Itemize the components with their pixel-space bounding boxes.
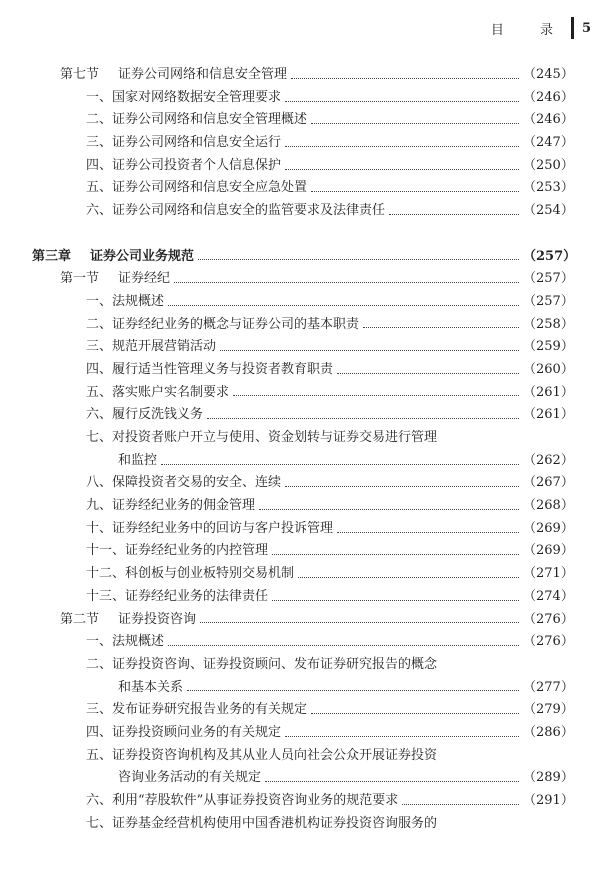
toc-entry-title: 证券投资咨询机构及其从业人员向社会公众开展证券投资 bbox=[112, 747, 438, 763]
toc-entry-section[interactable] bbox=[0, 64, 611, 87]
toc-entry-number: 五、 bbox=[86, 384, 113, 400]
toc-entry-title: 规范开展营销活动 bbox=[112, 339, 217, 355]
toc-entry-page: （289） bbox=[523, 770, 574, 786]
toc-entry-number: 二、 bbox=[86, 112, 113, 128]
toc-entry-number: 第七节 bbox=[60, 67, 100, 82]
toc-entry-page: （246） bbox=[523, 89, 574, 105]
toc-entry-item[interactable] bbox=[0, 518, 611, 541]
toc-entry-number: 七、 bbox=[86, 815, 113, 831]
toc-entry-number: 六、 bbox=[86, 793, 113, 808]
toc-entry-title: 证券公司网络和信息安全运行 bbox=[112, 135, 282, 151]
header-title: 目 录 bbox=[490, 22, 569, 38]
dot-leader bbox=[187, 690, 519, 691]
toc-entry-number: 六、 bbox=[86, 203, 113, 219]
toc-entry-title: 和基本关系 bbox=[118, 679, 184, 695]
toc-entry-title: 证券经纪业务中的回访与客户投诉管理 bbox=[112, 520, 334, 536]
dot-leader bbox=[265, 781, 519, 782]
toc-entry-section[interactable] bbox=[0, 268, 611, 291]
dot-leader bbox=[285, 169, 519, 170]
toc-entry-cont[interactable] bbox=[0, 677, 611, 700]
toc-entry-item[interactable] bbox=[0, 200, 611, 223]
toc-entry-title: 对投资者账户开立与使用、资金划转与证券交易进行管理 bbox=[112, 430, 438, 445]
dot-leader bbox=[285, 736, 519, 737]
toc-entry-item[interactable] bbox=[0, 540, 611, 563]
toc-entry-title: 证券经纪业务的概念与证券公司的基本职责 bbox=[112, 316, 360, 332]
dot-leader bbox=[198, 259, 519, 260]
toc-entry-title: 和监控 bbox=[118, 452, 158, 468]
dot-leader bbox=[337, 373, 519, 374]
toc-entry-item[interactable] bbox=[0, 745, 611, 768]
toc-entry-title: 证券公司网络和信息安全应急处置 bbox=[112, 180, 308, 196]
toc-entry-title: 证券公司投资者个人信息保护 bbox=[112, 157, 282, 173]
dot-leader bbox=[389, 214, 519, 215]
dot-leader bbox=[285, 101, 519, 102]
toc-entry-item[interactable] bbox=[0, 109, 611, 132]
toc-entry-title: 证券经纪业务的法律责任 bbox=[125, 588, 269, 604]
toc-entry-title: 咨询业务活动的有关规定 bbox=[118, 770, 262, 786]
toc-entry-page: （258） bbox=[523, 316, 574, 332]
toc-entry-page: （269） bbox=[523, 543, 574, 559]
toc-entry-item[interactable] bbox=[0, 472, 611, 495]
toc-entry-item[interactable] bbox=[0, 495, 611, 518]
toc-entry-title: 证券公司网络和信息安全管理概述 bbox=[112, 112, 308, 128]
header-divider bbox=[571, 17, 574, 39]
toc-entry-number: 十、 bbox=[86, 520, 113, 536]
dot-leader bbox=[311, 191, 519, 192]
toc-entry-page: （259） bbox=[523, 339, 574, 355]
toc-entry-title: 法规概述 bbox=[112, 634, 165, 650]
toc-entry-number: 二、 bbox=[86, 316, 113, 332]
toc-entry-cont[interactable] bbox=[0, 767, 611, 790]
dot-leader bbox=[272, 554, 519, 555]
dot-leader bbox=[298, 577, 519, 578]
toc-entry-number: 二、 bbox=[86, 656, 113, 672]
toc-entry-page: （276） bbox=[523, 611, 574, 627]
dot-leader bbox=[200, 622, 519, 623]
toc-entry-page: （286） bbox=[523, 724, 574, 740]
dot-leader bbox=[174, 282, 519, 283]
toc-entry-page: （274） bbox=[523, 588, 574, 604]
toc-entry-page: （277） bbox=[523, 679, 574, 695]
toc-entry-page: （271） bbox=[523, 566, 574, 582]
toc-entry-item[interactable] bbox=[0, 427, 611, 450]
toc-entry-number: 一、 bbox=[86, 293, 113, 309]
toc-entry-item[interactable] bbox=[0, 404, 611, 427]
toc-entry-number: 五、 bbox=[86, 180, 113, 196]
toc-entry-title: 发布证券研究报告业务的有关规定 bbox=[112, 702, 308, 718]
toc-entry-page: （279） bbox=[523, 702, 574, 718]
toc-entry-number: 三、 bbox=[86, 702, 113, 718]
toc-entry-item[interactable] bbox=[0, 155, 611, 178]
toc-entry-page: （291） bbox=[523, 793, 574, 808]
toc-entry-title: 证券基金经营机构使用中国香港机构证券投资咨询服务的 bbox=[112, 815, 438, 831]
toc-entry-title: 证券经纪业务的内控管理 bbox=[125, 543, 269, 559]
toc-entry-page: （276） bbox=[523, 634, 574, 650]
toc-entry-number: 一、 bbox=[86, 89, 113, 105]
toc-entry-number: 四、 bbox=[86, 724, 113, 740]
toc-entry-page: （253） bbox=[523, 180, 574, 196]
toc-entry-item[interactable] bbox=[0, 722, 611, 745]
toc-entry-page: （257） bbox=[523, 293, 574, 309]
dot-leader bbox=[161, 464, 519, 465]
toc-entry-title: 履行反洗钱义务 bbox=[112, 407, 204, 423]
toc-entry-item[interactable] bbox=[0, 631, 611, 654]
dot-leader bbox=[311, 123, 519, 124]
toc-entry-title: 证券投资咨询 bbox=[118, 611, 197, 627]
toc-entry-item[interactable] bbox=[0, 654, 611, 677]
toc-entry-page: （260） bbox=[523, 361, 574, 377]
toc-entry-title: 利用“荐股软件”从事证券投资咨询业务的规范要求 bbox=[112, 793, 399, 808]
dot-leader bbox=[272, 600, 519, 601]
toc-entry-number: 第一节 bbox=[60, 271, 100, 287]
toc-entry-item[interactable] bbox=[0, 359, 611, 382]
toc-entry-number: 第二节 bbox=[60, 611, 100, 627]
dot-leader bbox=[402, 804, 519, 805]
toc-entry-title: 落实账户实名制要求 bbox=[112, 384, 230, 400]
toc-spacer bbox=[0, 223, 611, 246]
dot-leader bbox=[337, 532, 519, 533]
dot-leader bbox=[291, 78, 519, 79]
toc-entry-cont[interactable] bbox=[0, 450, 611, 473]
dot-leader bbox=[207, 418, 519, 419]
toc-entry-title: 履行适当性管理义务与投资者教育职责 bbox=[112, 361, 334, 377]
dot-leader bbox=[220, 350, 519, 351]
toc-entry-number: 五、 bbox=[86, 747, 113, 763]
toc-entry-page: （268） bbox=[523, 498, 574, 514]
toc-entry-number: 三、 bbox=[86, 339, 113, 355]
toc-entry-item[interactable] bbox=[0, 291, 611, 314]
toc-entry-page: （254） bbox=[523, 203, 574, 219]
toc-entry-number: 七、 bbox=[86, 430, 113, 445]
dot-leader bbox=[285, 486, 519, 487]
page-number: 5 bbox=[581, 20, 591, 36]
dot-leader bbox=[168, 305, 519, 306]
toc-entry-item[interactable] bbox=[0, 336, 611, 359]
toc-entry-number: 十三、 bbox=[86, 588, 126, 604]
toc-entry-item[interactable] bbox=[0, 586, 611, 609]
toc-entry-item[interactable] bbox=[0, 813, 611, 836]
toc-entry-title: 证券经纪业务的佣金管理 bbox=[112, 498, 256, 514]
toc-entry-chapter[interactable] bbox=[0, 246, 611, 269]
toc-entry-title: 证券经纪 bbox=[118, 271, 171, 287]
toc-entry-item[interactable] bbox=[0, 87, 611, 110]
toc-entry-item[interactable] bbox=[0, 314, 611, 337]
toc-entry-title: 证券公司业务规范 bbox=[90, 248, 195, 264]
toc-entry-item[interactable] bbox=[0, 563, 611, 586]
toc-entry-title: 证券投资顾问业务的有关规定 bbox=[112, 724, 282, 740]
toc-entry-section[interactable] bbox=[0, 609, 611, 632]
toc-entry-page: （245） bbox=[523, 67, 574, 82]
toc-entry-title: 法规概述 bbox=[112, 293, 165, 309]
toc-entry-page: （262） bbox=[523, 452, 574, 468]
toc-entry-number: 九、 bbox=[86, 498, 113, 514]
toc-entry-item[interactable] bbox=[0, 177, 611, 200]
toc-entry-page: （250） bbox=[523, 157, 574, 173]
toc-entry-page: （246） bbox=[523, 112, 574, 128]
toc-entry-number: 八、 bbox=[86, 475, 113, 491]
toc-entry-number: 第三章 bbox=[32, 248, 72, 264]
toc-entry-title: 证券投资咨询、证券投资顾问、发布证券研究报告的概念 bbox=[112, 656, 438, 672]
toc-entry-page: （247） bbox=[523, 135, 574, 151]
running-header bbox=[491, 16, 591, 40]
toc-entry-title: 证券公司网络和信息安全管理 bbox=[118, 67, 288, 82]
toc-entry-page: （261） bbox=[523, 407, 574, 423]
toc-entry-page: （261） bbox=[523, 384, 574, 400]
toc-entry-item[interactable] bbox=[0, 699, 611, 722]
toc-entry-number: 六、 bbox=[86, 407, 113, 423]
toc-entry-number: 四、 bbox=[86, 361, 113, 377]
toc-entry-page: （257） bbox=[523, 248, 577, 264]
dot-leader bbox=[285, 146, 519, 147]
toc-entry-item[interactable] bbox=[0, 132, 611, 155]
toc-entry-page: （269） bbox=[523, 520, 574, 536]
table-of-contents bbox=[0, 64, 611, 835]
toc-entry-item[interactable] bbox=[0, 790, 611, 813]
toc-entry-title: 科创板与创业板特别交易机制 bbox=[125, 566, 295, 582]
toc-entry-page: （257） bbox=[523, 271, 574, 287]
toc-entry-number: 四、 bbox=[86, 157, 113, 173]
toc-entry-title: 保障投资者交易的安全、连续 bbox=[112, 475, 282, 491]
toc-entry-title: 证券公司网络和信息安全的监管要求及法律责任 bbox=[112, 203, 386, 219]
dot-leader bbox=[233, 395, 519, 396]
dot-leader bbox=[311, 713, 519, 714]
toc-entry-number: 十一、 bbox=[86, 543, 126, 559]
toc-entry-title: 国家对网络数据安全管理要求 bbox=[112, 89, 282, 105]
toc-entry-number: 一、 bbox=[86, 634, 113, 650]
toc-entry-number: 十二、 bbox=[86, 566, 126, 582]
dot-leader bbox=[168, 645, 519, 646]
dot-leader bbox=[259, 509, 519, 510]
toc-entry-item[interactable] bbox=[0, 382, 611, 405]
toc-entry-number: 三、 bbox=[86, 135, 113, 151]
dot-leader bbox=[363, 327, 519, 328]
toc-entry-page: （267） bbox=[523, 475, 574, 491]
